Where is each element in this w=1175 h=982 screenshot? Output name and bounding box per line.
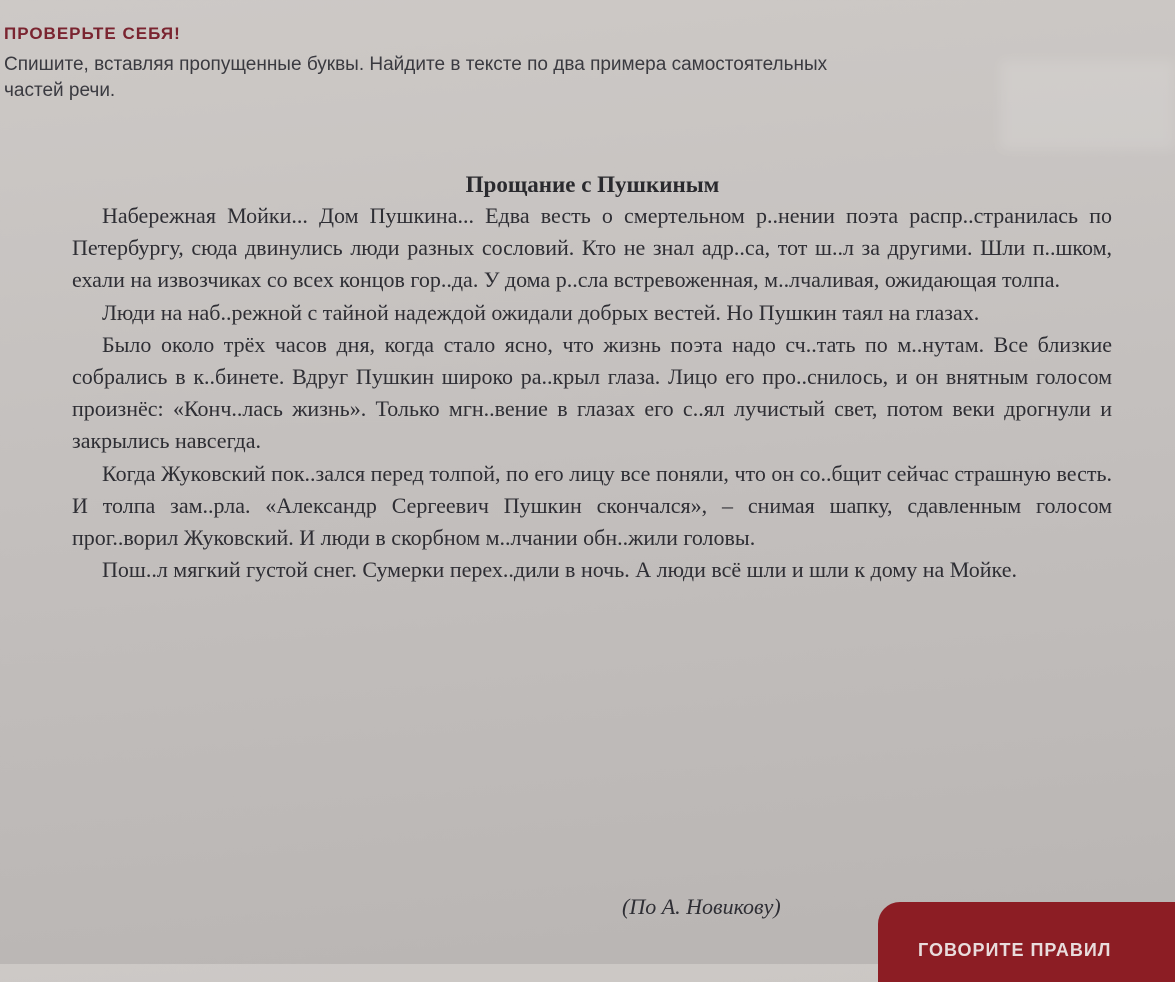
author-attribution: (По А. Новикову) bbox=[622, 894, 781, 919]
section-heading: ПРОВЕРЬТЕ СЕБЯ! bbox=[4, 24, 181, 43]
exercise-instruction: Спишите, вставляя пропущенные буквы. Найдите в тексте по два примера самостоятельных частей речи. bbox=[4, 54, 828, 101]
paragraph-2: Люди на наб..режной с тайной надеждой ожидали добрых вестей. Но Пушкин таял на глазах. bbox=[102, 299, 980, 325]
story-text bbox=[72, 200, 1112, 586]
paragraph-3: Было около трёх часов дня, когда стало ясно, что жизнь поэта надо сч..тать по м..нутам. Все близкие собрались в к..бинете. Вдруг Пушкин широко ра..крыл глаза. Лицо его про..снилось, и он внятным голосом произнёс: «Конч..лась жизнь». Только мгн..вение в глазах его с..ял лучистый свет, потом веки дрогнули и закрылись навсегда. bbox=[72, 331, 1112, 454]
paragraph-1: Набережная Мойки... Дом Пушкина... Едва весть о смертельном р..нении поэта распр..странилась по Петербургу, сюда двинулись люди разных сословий. Кто не знал адр..са, тот ш..л за другими. Шли п..шком, ехали на извозчиках со всех концов гор..да. У дома р..сла встревоженная, м..лчаливая, ожидающая толпа. bbox=[72, 203, 1112, 293]
paragraph-5: Пош..л мягкий густой снег. Сумерки перех..дили в ночь. А люди всё шли и шли к дому на Мойке. bbox=[102, 557, 1017, 583]
paragraph-4: Когда Жуковский пок..зался перед толпой, по его лицу все поняли, что он со..бщит сейчас страшную весть. И толпа зам..рла. «Александр Сергеевич Пушкин скончался», – снимая шапку, сдавленным голосом прог..ворил Жуковский. И люди в скорбном м..лчании обн..жили головы. bbox=[72, 460, 1112, 551]
story-title: Прощание с Пушкиным bbox=[465, 172, 720, 197]
light-glare bbox=[1000, 60, 1175, 150]
footer-section-label: ГОВОРИТЕ ПРАВИЛ bbox=[918, 940, 1112, 960]
